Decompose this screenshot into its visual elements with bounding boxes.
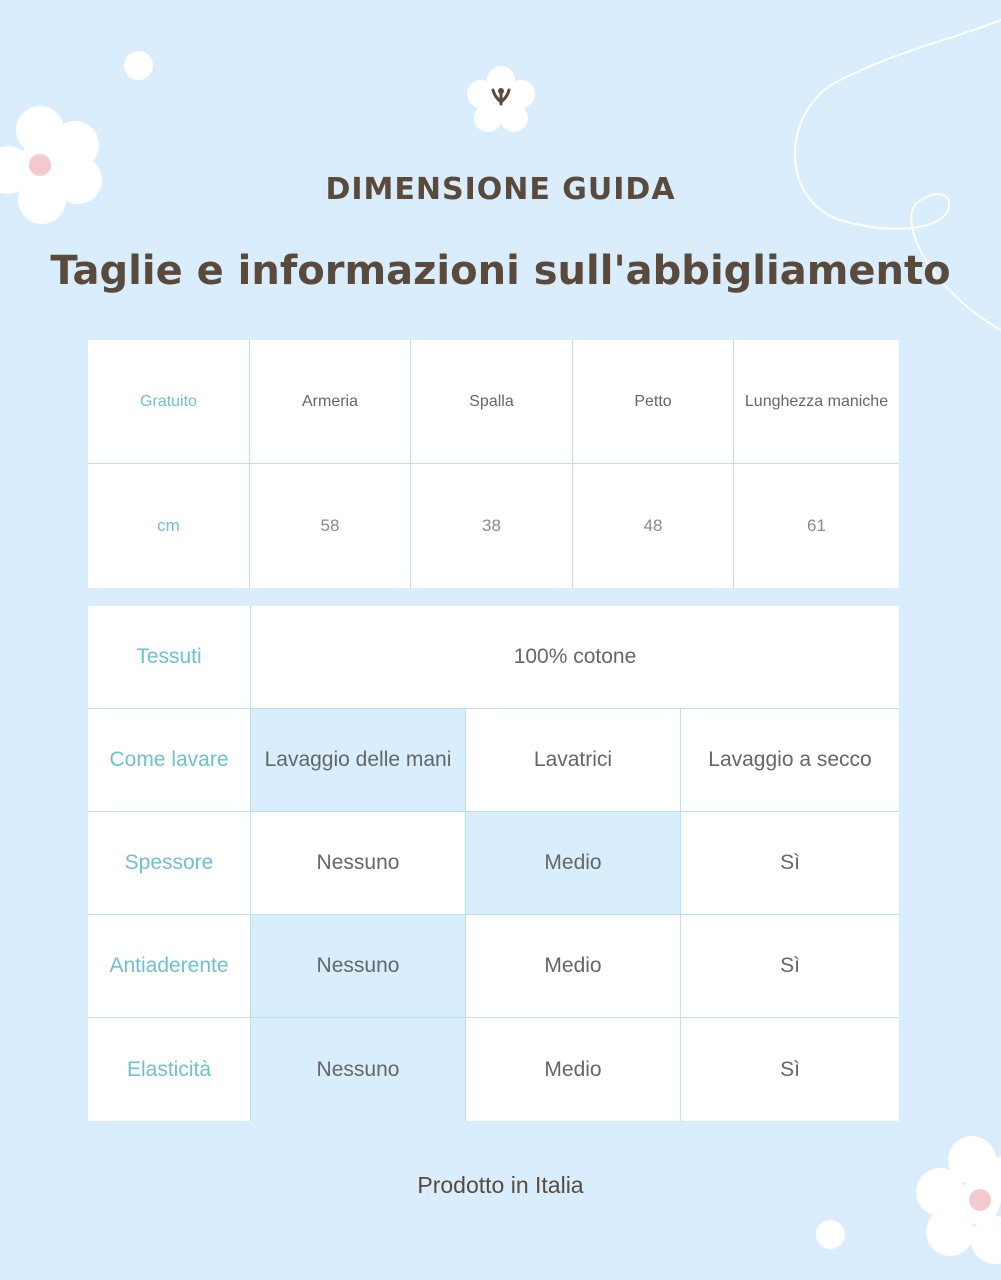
page-title: Taglie e informazioni sull'abbigliamento xyxy=(50,248,951,294)
meas-value-cell: cm xyxy=(88,464,250,588)
meas-header-cell: Lunghezza maniche xyxy=(734,340,899,464)
decor-dot xyxy=(124,51,153,80)
meas-value-cell: 61 xyxy=(807,516,826,535)
meas-header-cell: Gratuito xyxy=(88,340,250,464)
row-value: Nessuno xyxy=(251,915,466,1017)
table-row xyxy=(88,915,899,1018)
meas-value-cell: 48 xyxy=(573,464,734,588)
row-value: Lavaggio a secco xyxy=(708,748,872,771)
meas-value-cell: 58 xyxy=(250,464,411,588)
page-subtitle: DIMENSIONE GUIDA xyxy=(325,172,676,207)
info-table xyxy=(88,606,899,1121)
meas-header-cell: Petto xyxy=(573,340,734,464)
table-row xyxy=(88,1018,899,1121)
table-row xyxy=(88,606,899,709)
row-value: Lavatrici xyxy=(466,709,681,811)
meas-header-cell: Armeria xyxy=(250,340,411,464)
measurements-table xyxy=(88,340,899,588)
row-value: Nessuno xyxy=(251,812,466,914)
row-value: Medio xyxy=(466,915,681,1017)
meas-header-cell: Spalla xyxy=(411,340,573,464)
row-value: Sì xyxy=(780,851,800,874)
row-label: Come lavare xyxy=(88,709,251,811)
row-label: Antiaderente xyxy=(88,915,251,1017)
flower-bottom-right-icon xyxy=(910,1130,1001,1280)
row-value: Medio xyxy=(466,812,681,914)
row-value: Sì xyxy=(780,954,800,977)
flower-top-left-icon xyxy=(0,100,110,230)
brand-flower-logo-icon xyxy=(466,64,536,134)
footer-text: Prodotto in Italia xyxy=(417,1172,584,1198)
table-row xyxy=(88,812,899,915)
table-row xyxy=(88,709,899,812)
row-value: Sì xyxy=(780,1057,800,1081)
row-value: Lavaggio delle mani xyxy=(251,709,466,811)
meas-value-cell: 38 xyxy=(411,464,573,588)
row-value: 100% cotone xyxy=(513,645,637,668)
row-value: Medio xyxy=(466,1018,681,1121)
row-label: Elasticità xyxy=(88,1018,251,1121)
decor-dot xyxy=(816,1220,845,1249)
row-label: Spessore xyxy=(88,812,251,914)
row-value: Nessuno xyxy=(251,1018,466,1121)
row-label: Tessuti xyxy=(88,606,251,708)
